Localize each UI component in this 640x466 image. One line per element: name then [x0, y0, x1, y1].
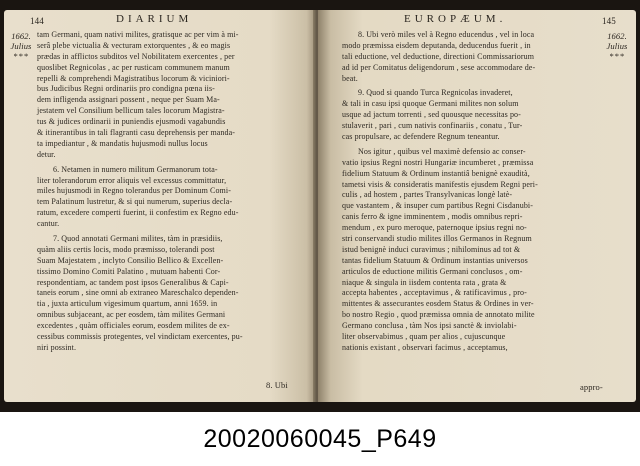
right-text-line: mittentes & assecurantes eosdem Status & Ordines in ver- — [342, 299, 534, 309]
right-text-line: 9. Quod si quando Turca Regnicolas invaderet, — [358, 88, 513, 98]
left-text-line: omnibus subjaceant, ac per eosdem, tàm milites Germani — [37, 310, 226, 320]
right-margin-note — [602, 31, 632, 61]
left-margin-year: 1662. — [11, 31, 31, 41]
left-text-line: & itinerantibus in tali flagranti casu deprehensis per manda- — [37, 128, 236, 138]
right-body-text — [342, 30, 538, 354]
left-text-line: prædas in afflictos subditos vel Nobilitatem exercentes , per — [37, 51, 235, 61]
right-catchword: appro- — [580, 382, 603, 392]
left-text-line: jestatem vel Consilium bellicum tales locorum Magistra- — [37, 106, 225, 116]
left-text-line: detur. — [37, 149, 56, 159]
left-page — [4, 10, 316, 402]
left-text-line: serâ plebe victualia & vecturam extorquentes , & eo magis — [37, 40, 231, 50]
left-margin-note — [8, 31, 34, 61]
left-page-number: 144 — [30, 16, 44, 26]
left-text-line: Suam Majestatem , inclyto Consilio Bellico & Excellen- — [37, 255, 224, 265]
right-text-line: mendum , ex puro meroque, paternoque ipsius regni no- — [342, 223, 527, 233]
left-text-line: niri possint. — [37, 342, 77, 352]
left-text-line: dem infligenda assignari possent , neque per Suam Ma- — [37, 95, 220, 105]
right-text-line: stulaverit , pari , cum nativis confinariis , conatu , Tur- — [342, 121, 523, 131]
left-text-line: ratum, excedere comperti fuerint, ii confestim ex Regno edu- — [37, 208, 239, 218]
left-text-line: ta impediantur , & mandatis hujusmodi nullus locus — [37, 138, 208, 148]
right-text-line: beat. — [342, 73, 358, 83]
right-margin-year: 1662. — [607, 31, 627, 41]
left-margin-month: Julius — [10, 41, 32, 51]
left-margin-stars: *** — [13, 51, 29, 61]
left-text-line: respondentiam, ac tandem post ipsos Generalibus & Capi- — [37, 277, 229, 287]
left-catchword: 8. Ubi — [266, 380, 288, 390]
left-text-line: excedentes , quàm officiales eorum, eosdem milites de ex- — [37, 321, 230, 331]
right-text-line: cas propulsare, ac defendere Regnum teneantur. — [342, 132, 500, 142]
left-body-text — [37, 30, 243, 354]
right-text-line: 8. Ubi verò miles vel à Regno educendus , vel in loca — [358, 30, 535, 39]
left-text-line: cantur. — [37, 219, 60, 229]
right-text-line: tantas fidelium Statuum & Ordinum instantias universos — [342, 255, 528, 265]
right-margin-month: Julius — [606, 41, 628, 51]
right-text-line: Nos igitur , quibus vel maximè defensio ac conser- — [358, 146, 526, 156]
left-text-line: tia , juxta articulum vigesimum quartum, anni 1659. in — [37, 299, 218, 309]
right-text-line: articulos de eductione militis Germani conclusos , om- — [342, 266, 523, 276]
right-text-line: & tali in casu ipsi quoque Germani milites non solum — [342, 99, 519, 109]
right-text-line: nationis existant , observari facimus , acceptamus, — [342, 342, 508, 352]
right-text-line: fidelium Statuum & Ordinum instantiâ benignè exaudità, — [342, 168, 530, 178]
right-text-line: ad id per Comitatus deligendorum , sese accommodare de- — [342, 62, 536, 72]
left-text-line: tus & judices ordinarii in puniendis ejusmodi vagabundis — [37, 117, 226, 127]
left-text-line: tissimo Domino Comiti Palatino , mutuam habenti Cor- — [37, 266, 221, 276]
right-running-head: EUROPÆUM. — [404, 13, 507, 25]
right-text-line: stri conservandi studio milites illos Germanos in Regnum — [342, 234, 532, 244]
right-text-line: tametsi visis & consideratis manifestis ejusdem Regni peri- — [342, 179, 538, 189]
right-text-line: accepta habentes , acceptavimus , & ratificavimus , pro- — [342, 288, 527, 298]
right-text-line: canis ferro & igne imminentem , modis omnibus repri- — [342, 212, 523, 222]
right-text-line: culis , ad hostem , partes Transylvanicas longè latè- — [342, 190, 513, 200]
right-text-line: que vastantem , & insuper cum partibus Regni Cisdanubi- — [342, 201, 534, 211]
left-text-line: bus Judicibus Regni ordinariis pro condigna pœna iis- — [37, 84, 215, 94]
right-text-line: liter observabimus , quam per alios , cujuscunque — [342, 332, 506, 342]
left-text-line: quoslibet Regnicolas , ac per rusticam communem manum — [37, 62, 230, 72]
left-text-line: tam Germani, quam nativi milites, gratisque ac per vim à mi- — [37, 30, 239, 39]
left-running-head: DIARIUM — [116, 13, 193, 25]
right-page-number: 145 — [602, 16, 616, 26]
right-text-line: modo præmissa eisdem deputanda, deducendus fuerit , in — [342, 40, 531, 50]
right-text-line: niaque & singula in iisdem contenta rata , grata & — [342, 277, 507, 287]
left-text-line: quàm aliis certis locis, modo præmisso, tolerandi post — [37, 244, 215, 254]
right-text-line: Germano conclusa , tàm Nos ipsi sanctè & inviolabi- — [342, 321, 517, 331]
right-text-line: usque ad jactum torrenti , sed quousque necessitas po- — [342, 110, 521, 120]
left-text-line: 7. Quod annotati Germani milites, tàm in præsidiis, — [53, 234, 223, 244]
left-text-line: taneis eorum , sine omni ab extraneo Mareschalco dependen- — [37, 288, 239, 298]
left-text-line: cessibus commissis protegentes, vel vindictam exercentes, pu- — [37, 332, 243, 342]
right-text-line: vatio ipsius Regni nostri Hungariæ incumberet , præmissa — [342, 157, 534, 167]
left-text-line: repelli & comprehendi Magistratibus locorum & viciniori- — [37, 73, 230, 83]
image-caption: 20020060045_P649 — [203, 424, 437, 453]
right-text-line: istud benignè induci curavimus ; nihilominus ad tot & — [342, 244, 521, 254]
left-text-line: tem Palatinum lustretur, & si qui numerum, superius decla- — [37, 197, 233, 207]
right-margin-stars: *** — [609, 51, 625, 61]
image-caption-bar — [0, 412, 640, 466]
right-text-line: tali eductione, vel deductione, directioni Commissariorum — [342, 51, 535, 61]
left-text-line: liter tolerandorum error aliquis vel excessus committatur, — [37, 175, 227, 185]
left-text-line: 6. Netamen in numero militum Germanorum tota- — [53, 164, 218, 174]
left-text-line: miles hujusmodi in Regno tolerandus per Dominum Comi- — [37, 186, 231, 196]
right-text-line: bo nostro Regio , quod præmissa omnia de annotato milite — [342, 310, 535, 320]
right-page — [318, 10, 636, 402]
